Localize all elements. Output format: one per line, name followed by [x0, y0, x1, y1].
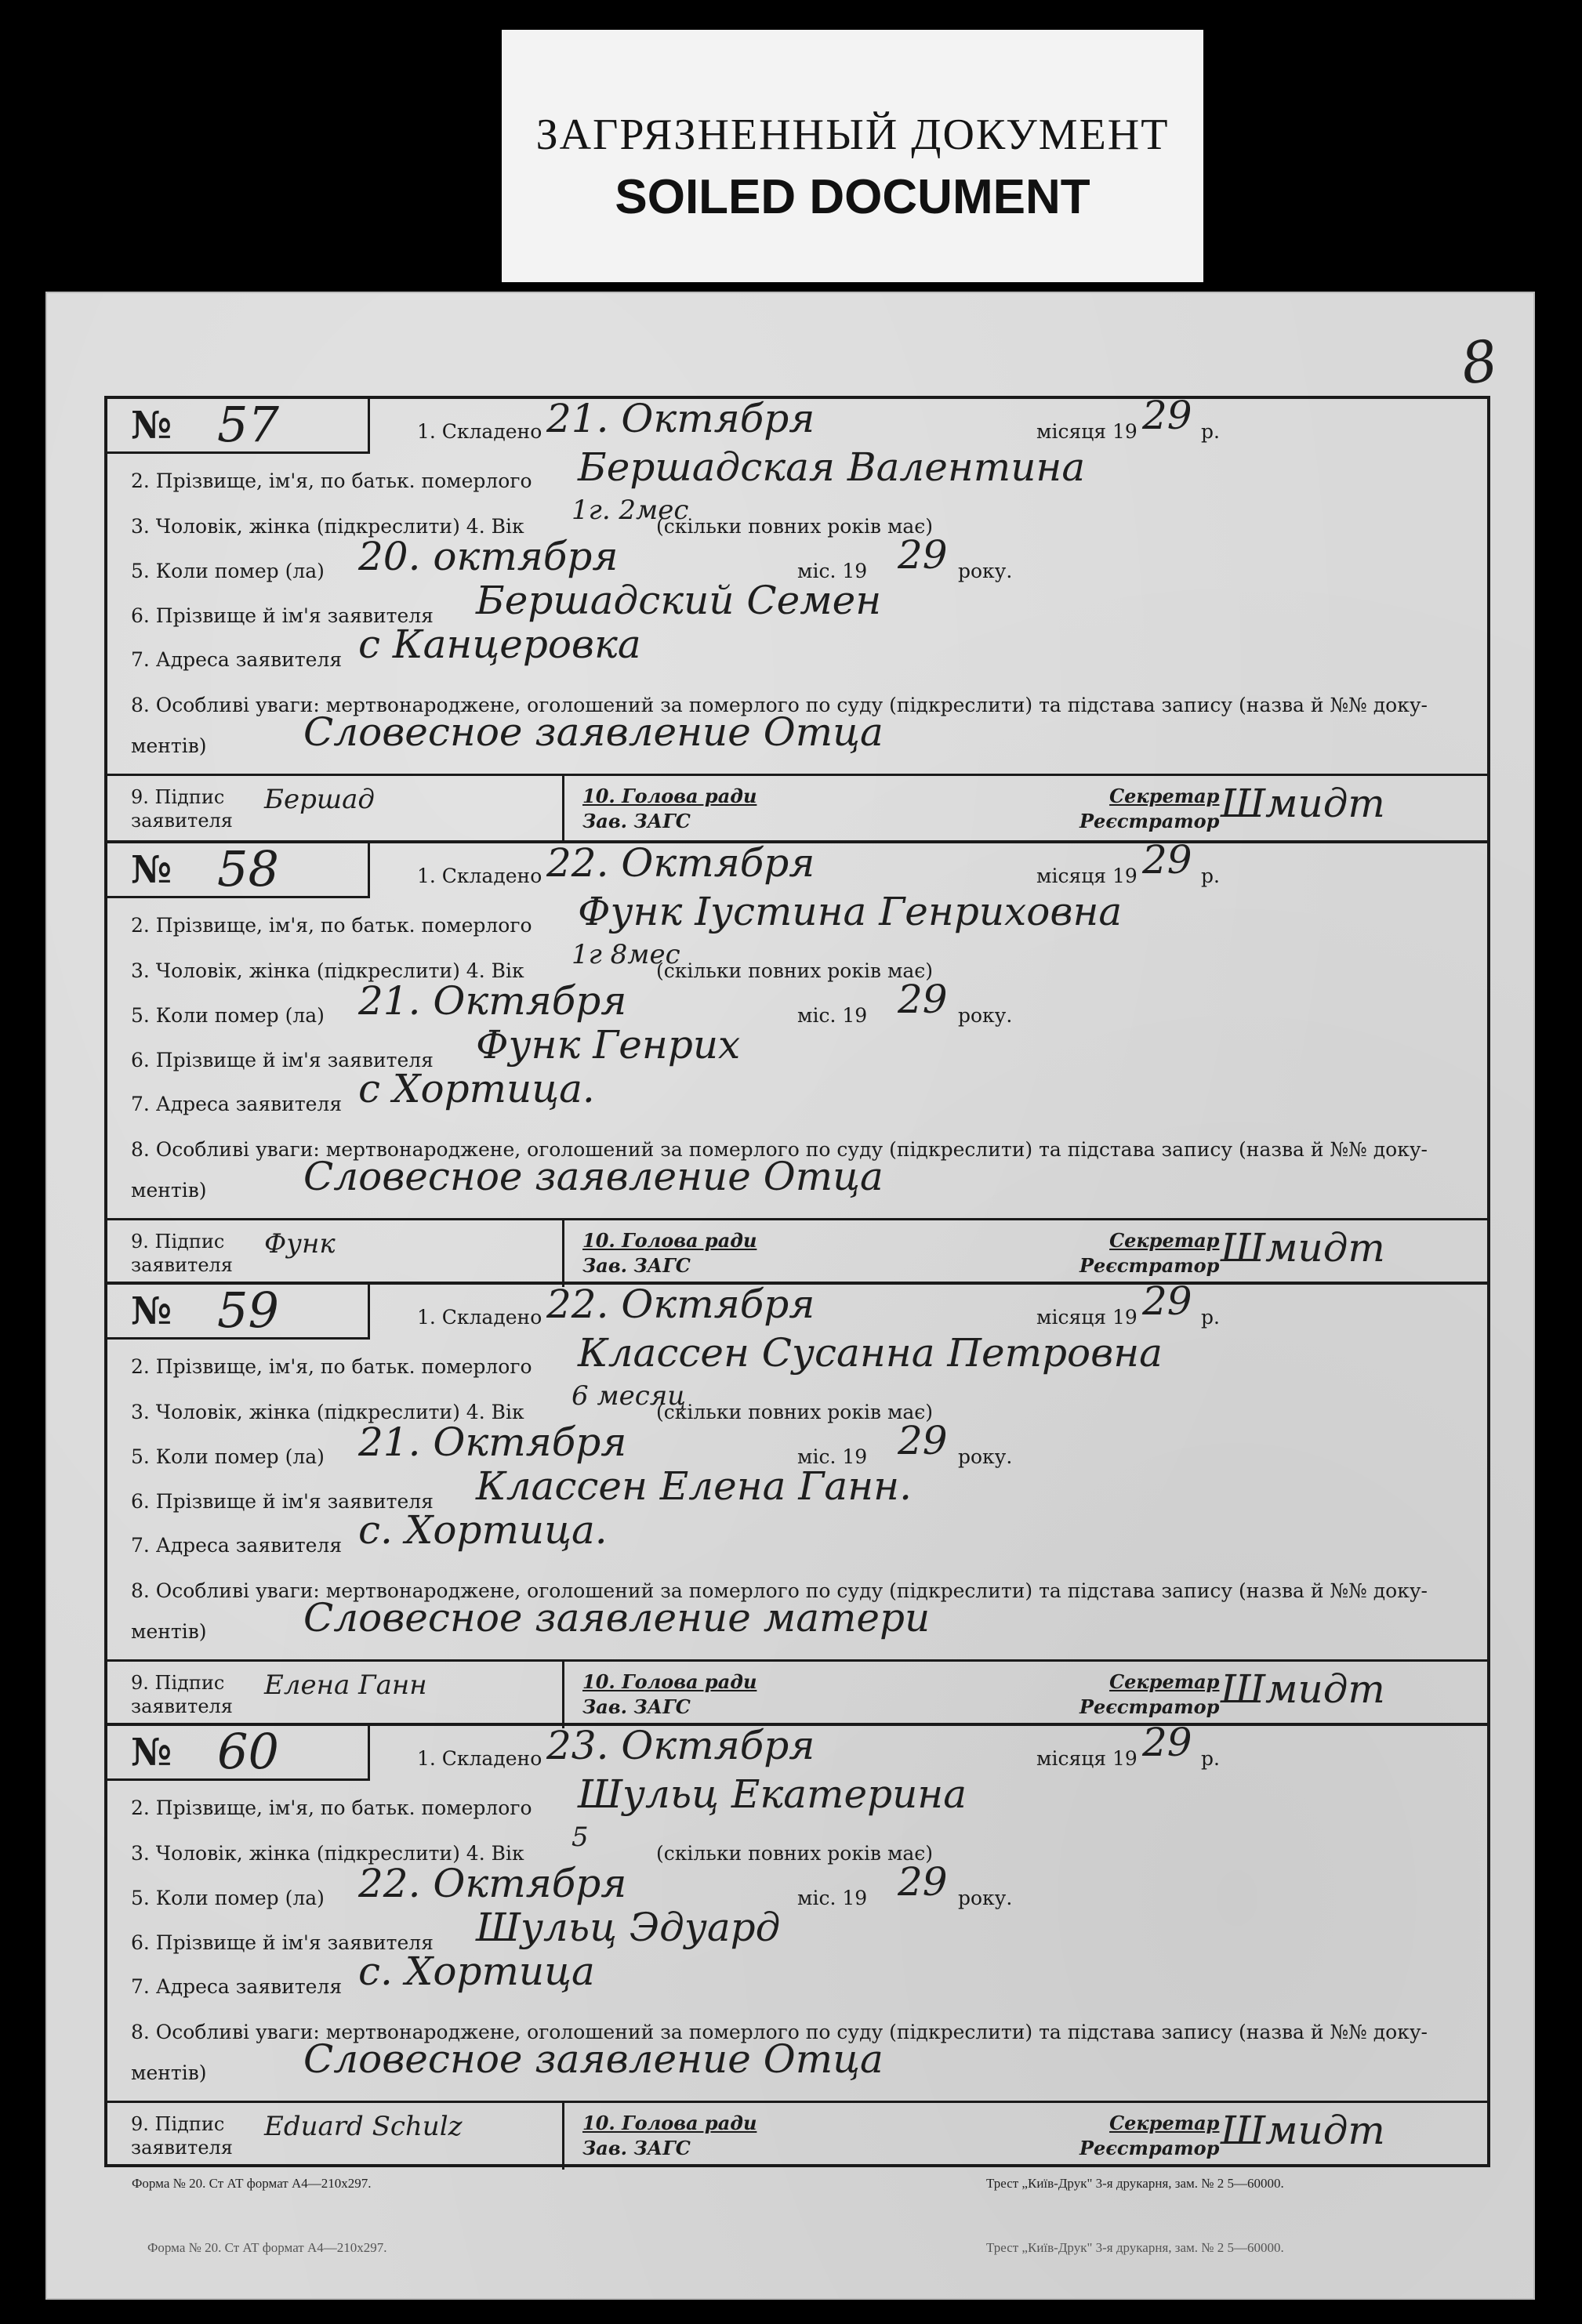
- record-number-box: [107, 840, 370, 898]
- notes-cont-label: ментів): [131, 1179, 207, 1202]
- applicant-signature: Eduard Schulz: [264, 2111, 463, 2142]
- head-of-council-label: 10. Голова ради: [582, 1670, 757, 1693]
- applicant-name: Бершадский Семен: [476, 578, 882, 623]
- signature-divider: [562, 1220, 564, 1287]
- death-year-suffix: року.: [958, 1004, 1013, 1027]
- applicant-signature-label: [131, 1230, 233, 1277]
- record-number-box: [107, 396, 370, 454]
- address-label: 7. Адреса заявителя: [131, 1093, 343, 1115]
- bleedthrough-form-info: Форма № 20. Ст АТ формат А4—210х297.: [147, 2240, 387, 2255]
- signature-row: [107, 774, 1487, 843]
- zags-label: Зав. ЗАГС: [582, 1254, 691, 1277]
- death-year-suffix: року.: [958, 1887, 1013, 1909]
- record-number-box: [107, 1282, 370, 1340]
- notes-label: 8. Особливі уваги: мертвонароджене, оголошений за померлого по суду (підкреслити) та підстава запису (назва й №№ доку-: [131, 1138, 1428, 1161]
- composed-date: 23. Октября: [546, 1723, 815, 1768]
- sex-age-label: 3. Чоловік, жінка (підкреслити) 4. Вік: [131, 1401, 524, 1423]
- deceased-name: Шульц Екатерина: [578, 1771, 967, 1817]
- applicant-address: с. Хортица.: [358, 1507, 608, 1553]
- deceased-age: 1г 8мес: [571, 939, 680, 970]
- registration-basis: Словесное заявление Отца: [303, 1154, 884, 1199]
- footer-form-info: Форма № 20. Ст АТ формат А4—210х297.: [132, 2176, 372, 2191]
- signature-row: [107, 2101, 1487, 2170]
- number-sign: №: [131, 848, 172, 892]
- head-of-council-block: [582, 1670, 757, 1720]
- signature-row: [107, 1659, 1487, 1728]
- deceased-name-label: 2. Прізвище, ім'я, по батьк. померлого: [131, 1796, 532, 1819]
- age-note: (скільки повних років має): [656, 1401, 934, 1423]
- sign-label-2: заявителя: [131, 2137, 233, 2159]
- applicant-signature-label: [131, 785, 233, 832]
- label-english: SOILED DOCUMENT: [615, 170, 1090, 224]
- head-of-council-label: 10. Голова ради: [582, 1229, 757, 1252]
- sign-label-2: заявителя: [131, 810, 233, 832]
- secretary-label: Секретар: [1109, 1229, 1220, 1252]
- applicant-name: Классен Елена Ганн.: [476, 1463, 913, 1509]
- composed-label: 1. Складено: [417, 865, 542, 887]
- year-suffix: р.: [1201, 1306, 1220, 1329]
- page-number: 8: [1457, 327, 1502, 397]
- age-note: (скільки повних років має): [656, 959, 934, 982]
- death-date-label: 5. Коли помер (ла): [131, 560, 325, 582]
- year-suffix: р.: [1201, 1747, 1220, 1770]
- deceased-name-label: 2. Прізвище, ім'я, по батьк. померлого: [131, 1355, 532, 1378]
- notes-cont-label: ментів): [131, 1620, 207, 1643]
- number-sign: №: [131, 404, 172, 448]
- applicant-signature-label: [131, 1671, 233, 1718]
- death-year-label: міс. 19: [797, 560, 868, 582]
- death-year-suffix: року.: [958, 1445, 1013, 1468]
- registrar-label: Реєстратор: [1079, 2137, 1220, 2159]
- composed-label: 1. Складено: [417, 420, 542, 443]
- applicant-signature: Функ: [264, 1228, 336, 1260]
- applicant-address: с Хортица.: [358, 1066, 595, 1111]
- head-of-council-label: 10. Голова ради: [582, 785, 757, 807]
- secretary-label: Секретар: [1109, 2112, 1220, 2134]
- registrar-label: Реєстратор: [1079, 1254, 1220, 1277]
- soiled-document-label: [502, 30, 1203, 282]
- death-date-label: 5. Коли помер (ла): [131, 1445, 325, 1468]
- zags-label: Зав. ЗАГС: [582, 810, 691, 832]
- composed-year: 29: [1142, 393, 1192, 438]
- secretary-label: Секретар: [1109, 1670, 1220, 1693]
- sex-age-label: 3. Чоловік, жінка (підкреслити) 4. Вік: [131, 1842, 524, 1865]
- month-label: місяця 19: [1036, 865, 1138, 887]
- deceased-name-label: 2. Прізвище, ім'я, по батьк. померлого: [131, 914, 532, 937]
- applicant-signature: Бершад: [264, 784, 375, 815]
- death-date: 20. октября: [358, 534, 619, 579]
- composed-date: 21. Октября: [546, 396, 815, 441]
- record-number: 57: [217, 396, 279, 453]
- year-suffix: р.: [1201, 865, 1220, 887]
- composed-year: 29: [1142, 1278, 1192, 1324]
- footer-printer-info: Трест „Київ-Друк" 3-я друкарня, зам. № 2 5—60000.: [986, 2176, 1284, 2191]
- records-frame: [104, 393, 1490, 2167]
- death-year-suffix: року.: [958, 560, 1013, 582]
- sex-age-label: 3. Чоловік, жінка (підкреслити) 4. Вік: [131, 959, 524, 982]
- month-label: місяця 19: [1036, 1306, 1138, 1329]
- record-number: 59: [217, 1282, 279, 1339]
- notes-label: 8. Особливі уваги: мертвонароджене, оголошений за померлого по суду (підкреслити) та підстава запису (назва й №№ доку-: [131, 1579, 1428, 1602]
- composed-label: 1. Складено: [417, 1306, 542, 1329]
- deceased-name: Классен Сусанна Петровна: [578, 1330, 1163, 1376]
- record-number-box: [107, 1723, 370, 1781]
- death-year: 29: [898, 532, 948, 578]
- address-label: 7. Адреса заявителя: [131, 648, 343, 671]
- bleedthrough-printer-info: Трест „Київ-Друк" 3-я друкарня, зам. № 2 5—60000.: [986, 2240, 1284, 2255]
- applicant-label: 6. Прізвище й ім'я заявителя: [131, 1931, 434, 1954]
- applicant-signature-label: [131, 2112, 233, 2159]
- registrar-block: [1079, 2111, 1219, 2161]
- record-number: 58: [217, 840, 279, 897]
- applicant-label: 6. Прізвище й ім'я заявителя: [131, 604, 434, 627]
- death-year-label: міс. 19: [797, 1887, 868, 1909]
- age-note: (скільки повних років має): [656, 1842, 934, 1865]
- death-year-label: міс. 19: [797, 1004, 868, 1027]
- composed-year: 29: [1142, 1720, 1192, 1765]
- age-note: (скільки повних років має): [656, 515, 934, 538]
- applicant-signature: Елена Ганн: [264, 1670, 427, 1701]
- sign-label: 9. Підпис: [131, 786, 225, 808]
- death-year: 29: [898, 977, 948, 1022]
- death-record: [107, 837, 1487, 1282]
- deceased-name: Бершадская Валентина: [578, 444, 1086, 490]
- deceased-age: 1г. 2мес: [571, 495, 689, 526]
- head-of-council-block: [582, 1228, 757, 1278]
- deceased-age: 6 месяц: [571, 1380, 687, 1412]
- sex-age-label: 3. Чоловік, жінка (підкреслити) 4. Вік: [131, 515, 524, 538]
- death-record: [107, 1720, 1487, 2164]
- composed-year: 29: [1142, 837, 1192, 883]
- number-sign: №: [131, 1731, 172, 1775]
- death-year: 29: [898, 1859, 948, 1905]
- signature-divider: [562, 2103, 564, 2170]
- applicant-name: Шульц Эдуард: [476, 1905, 781, 1950]
- deceased-age: 5: [571, 1822, 589, 1853]
- notes-label: 8. Особливі уваги: мертвонароджене, оголошений за померлого по суду (підкреслити) та підстава запису (назва й №№ доку-: [131, 2021, 1428, 2043]
- signature-row: [107, 1218, 1487, 1287]
- sign-label: 9. Підпис: [131, 1672, 225, 1694]
- head-of-council-block: [582, 784, 757, 834]
- composed-label: 1. Складено: [417, 1747, 542, 1770]
- registration-basis: Словесное заявление Отца: [303, 2036, 884, 2082]
- composed-date: 22. Октября: [546, 1282, 815, 1327]
- registration-basis: Словесное заявление матери: [303, 1595, 931, 1641]
- registration-basis: Словесное заявление Отца: [303, 709, 884, 755]
- deceased-name-label: 2. Прізвище, ім'я, по батьк. померлого: [131, 470, 532, 492]
- death-date: 21. Октября: [358, 1419, 627, 1465]
- registrar-signature: Шмидт: [1221, 1225, 1385, 1271]
- label-russian: ЗАГРЯЗНЕННЫЙ ДОКУМЕНТ: [535, 111, 1170, 159]
- registrar-signature: Шмидт: [1221, 781, 1385, 826]
- death-year: 29: [898, 1418, 948, 1463]
- death-record: [107, 393, 1487, 840]
- head-of-council-label: 10. Голова ради: [582, 2112, 757, 2134]
- sign-label-2: заявителя: [131, 1695, 233, 1717]
- record-number: 60: [217, 1723, 279, 1780]
- applicant-name: Функ Генрих: [476, 1022, 741, 1068]
- zags-label: Зав. ЗАГС: [582, 2137, 691, 2159]
- notes-cont-label: ментів): [131, 2061, 207, 2084]
- registrar-signature: Шмидт: [1221, 2108, 1385, 2153]
- death-date-label: 5. Коли помер (ла): [131, 1887, 325, 1909]
- deceased-name: Функ Іустина Генриховна: [578, 889, 1123, 934]
- zags-label: Зав. ЗАГС: [582, 1695, 691, 1718]
- sign-label: 9. Підпис: [131, 1231, 225, 1253]
- death-date: 22. Октября: [358, 1861, 627, 1906]
- applicant-label: 6. Прізвище й ім'я заявителя: [131, 1490, 434, 1513]
- month-label: місяця 19: [1036, 420, 1138, 443]
- head-of-council-block: [582, 2111, 757, 2161]
- number-sign: №: [131, 1289, 172, 1333]
- notes-label: 8. Особливі уваги: мертвонароджене, оголошений за померлого по суду (підкреслити) та підстава запису (назва й №№ доку-: [131, 694, 1428, 716]
- death-record: [107, 1278, 1487, 1723]
- year-suffix: р.: [1201, 420, 1220, 443]
- death-register-sheet: [45, 292, 1535, 2300]
- registrar-label: Реєстратор: [1079, 810, 1220, 832]
- applicant-address: с. Хортица: [358, 1949, 595, 1994]
- death-date-label: 5. Коли помер (ла): [131, 1004, 325, 1027]
- sign-label: 9. Підпис: [131, 2113, 225, 2135]
- registrar-block: [1079, 784, 1219, 834]
- applicant-label: 6. Прізвище й ім'я заявителя: [131, 1049, 434, 1071]
- registrar-signature: Шмидт: [1221, 1666, 1385, 1712]
- month-label: місяця 19: [1036, 1747, 1138, 1770]
- registrar-block: [1079, 1228, 1219, 1278]
- registrar-label: Реєстратор: [1079, 1695, 1220, 1718]
- applicant-address: с Канцеровка: [358, 622, 641, 667]
- signature-divider: [562, 1662, 564, 1728]
- death-year-label: міс. 19: [797, 1445, 868, 1468]
- secretary-label: Секретар: [1109, 785, 1220, 807]
- address-label: 7. Адреса заявителя: [131, 1534, 343, 1557]
- registrar-block: [1079, 1670, 1219, 1720]
- notes-cont-label: ментів): [131, 734, 207, 757]
- composed-date: 22. Октября: [546, 840, 815, 886]
- signature-divider: [562, 776, 564, 843]
- address-label: 7. Адреса заявителя: [131, 1975, 343, 1998]
- sign-label-2: заявителя: [131, 1254, 233, 1276]
- death-date: 21. Октября: [358, 978, 627, 1024]
